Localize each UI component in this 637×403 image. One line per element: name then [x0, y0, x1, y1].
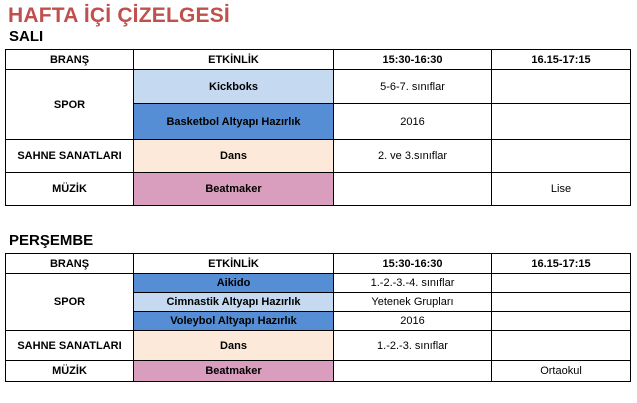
table-row: [6, 70, 631, 104]
etkinlik-cell: Beatmaker: [134, 173, 334, 206]
slot1-cell: 1.-2.-3. sınıflar: [334, 331, 492, 361]
slot1-cell: [334, 361, 492, 382]
etkinlik-cell: Dans: [134, 331, 334, 361]
day-title-sali: SALI: [9, 28, 44, 45]
slot2-cell: [492, 70, 631, 104]
column-header-slot2: 16.15-17:15: [492, 50, 631, 70]
table-row: [6, 331, 631, 361]
day-title-persembe: PERŞEMBE: [9, 232, 94, 249]
brans-cell-muzik: MÜZİK: [6, 361, 134, 382]
etkinlik-cell: Kickboks: [134, 70, 334, 104]
table-header-row: [6, 50, 631, 70]
brans-cell-spor: SPOR: [6, 274, 134, 331]
schedule-table-sali: [5, 49, 631, 206]
brans-cell-muzik: MÜZİK: [6, 173, 134, 206]
etkinlik-cell: Voleybol Altyapı Hazırlık: [134, 312, 334, 331]
brans-cell-spor: SPOR: [6, 70, 134, 140]
slot2-cell: Lise: [492, 173, 631, 206]
slot1-cell: [334, 173, 492, 206]
slot2-cell: [492, 140, 631, 173]
slot1-cell: Yetenek Grupları: [334, 293, 492, 312]
slot1-cell: 2. ve 3.sınıflar: [334, 140, 492, 173]
slot1-cell: 2016: [334, 312, 492, 331]
column-header-slot1: 15:30-16:30: [334, 50, 492, 70]
column-header-etkinlik: ETKİNLİK: [134, 254, 334, 274]
brans-cell-sahne-sanatlari: SAHNE SANATLARI: [6, 331, 134, 361]
column-header-slot1: 15:30-16:30: [334, 254, 492, 274]
etkinlik-cell: Aikido: [134, 274, 334, 293]
column-header-etkinlik: ETKİNLİK: [134, 50, 334, 70]
slot2-cell: [492, 293, 631, 312]
page-title: HAFTA İÇİ ÇİZELGESİ: [8, 4, 230, 27]
brans-cell-sahne-sanatlari: SAHNE SANATLARI: [6, 140, 134, 173]
table-row: [6, 140, 631, 173]
slot2-cell: Ortaokul: [492, 361, 631, 382]
table-row: [6, 361, 631, 382]
table-header-row: [6, 254, 631, 274]
etkinlik-cell: Beatmaker: [134, 361, 334, 382]
etkinlik-cell: Basketbol Altyapı Hazırlık: [134, 104, 334, 140]
slot2-cell: [492, 104, 631, 140]
table-row: [6, 173, 631, 206]
slot1-cell: 5-6-7. sınıflar: [334, 70, 492, 104]
slot1-cell: 2016: [334, 104, 492, 140]
slot2-cell: [492, 331, 631, 361]
etkinlik-cell: Cimnastik Altyapı Hazırlık: [134, 293, 334, 312]
column-header-slot2: 16.15-17:15: [492, 254, 631, 274]
slot2-cell: [492, 312, 631, 331]
slot1-cell: 1.-2.-3.-4. sınıflar: [334, 274, 492, 293]
column-header-brans: BRANŞ: [6, 50, 134, 70]
slot2-cell: [492, 274, 631, 293]
table-row: [6, 274, 631, 293]
schedule-table-persembe: [5, 253, 631, 382]
etkinlik-cell: Dans: [134, 140, 334, 173]
column-header-brans: BRANŞ: [6, 254, 134, 274]
